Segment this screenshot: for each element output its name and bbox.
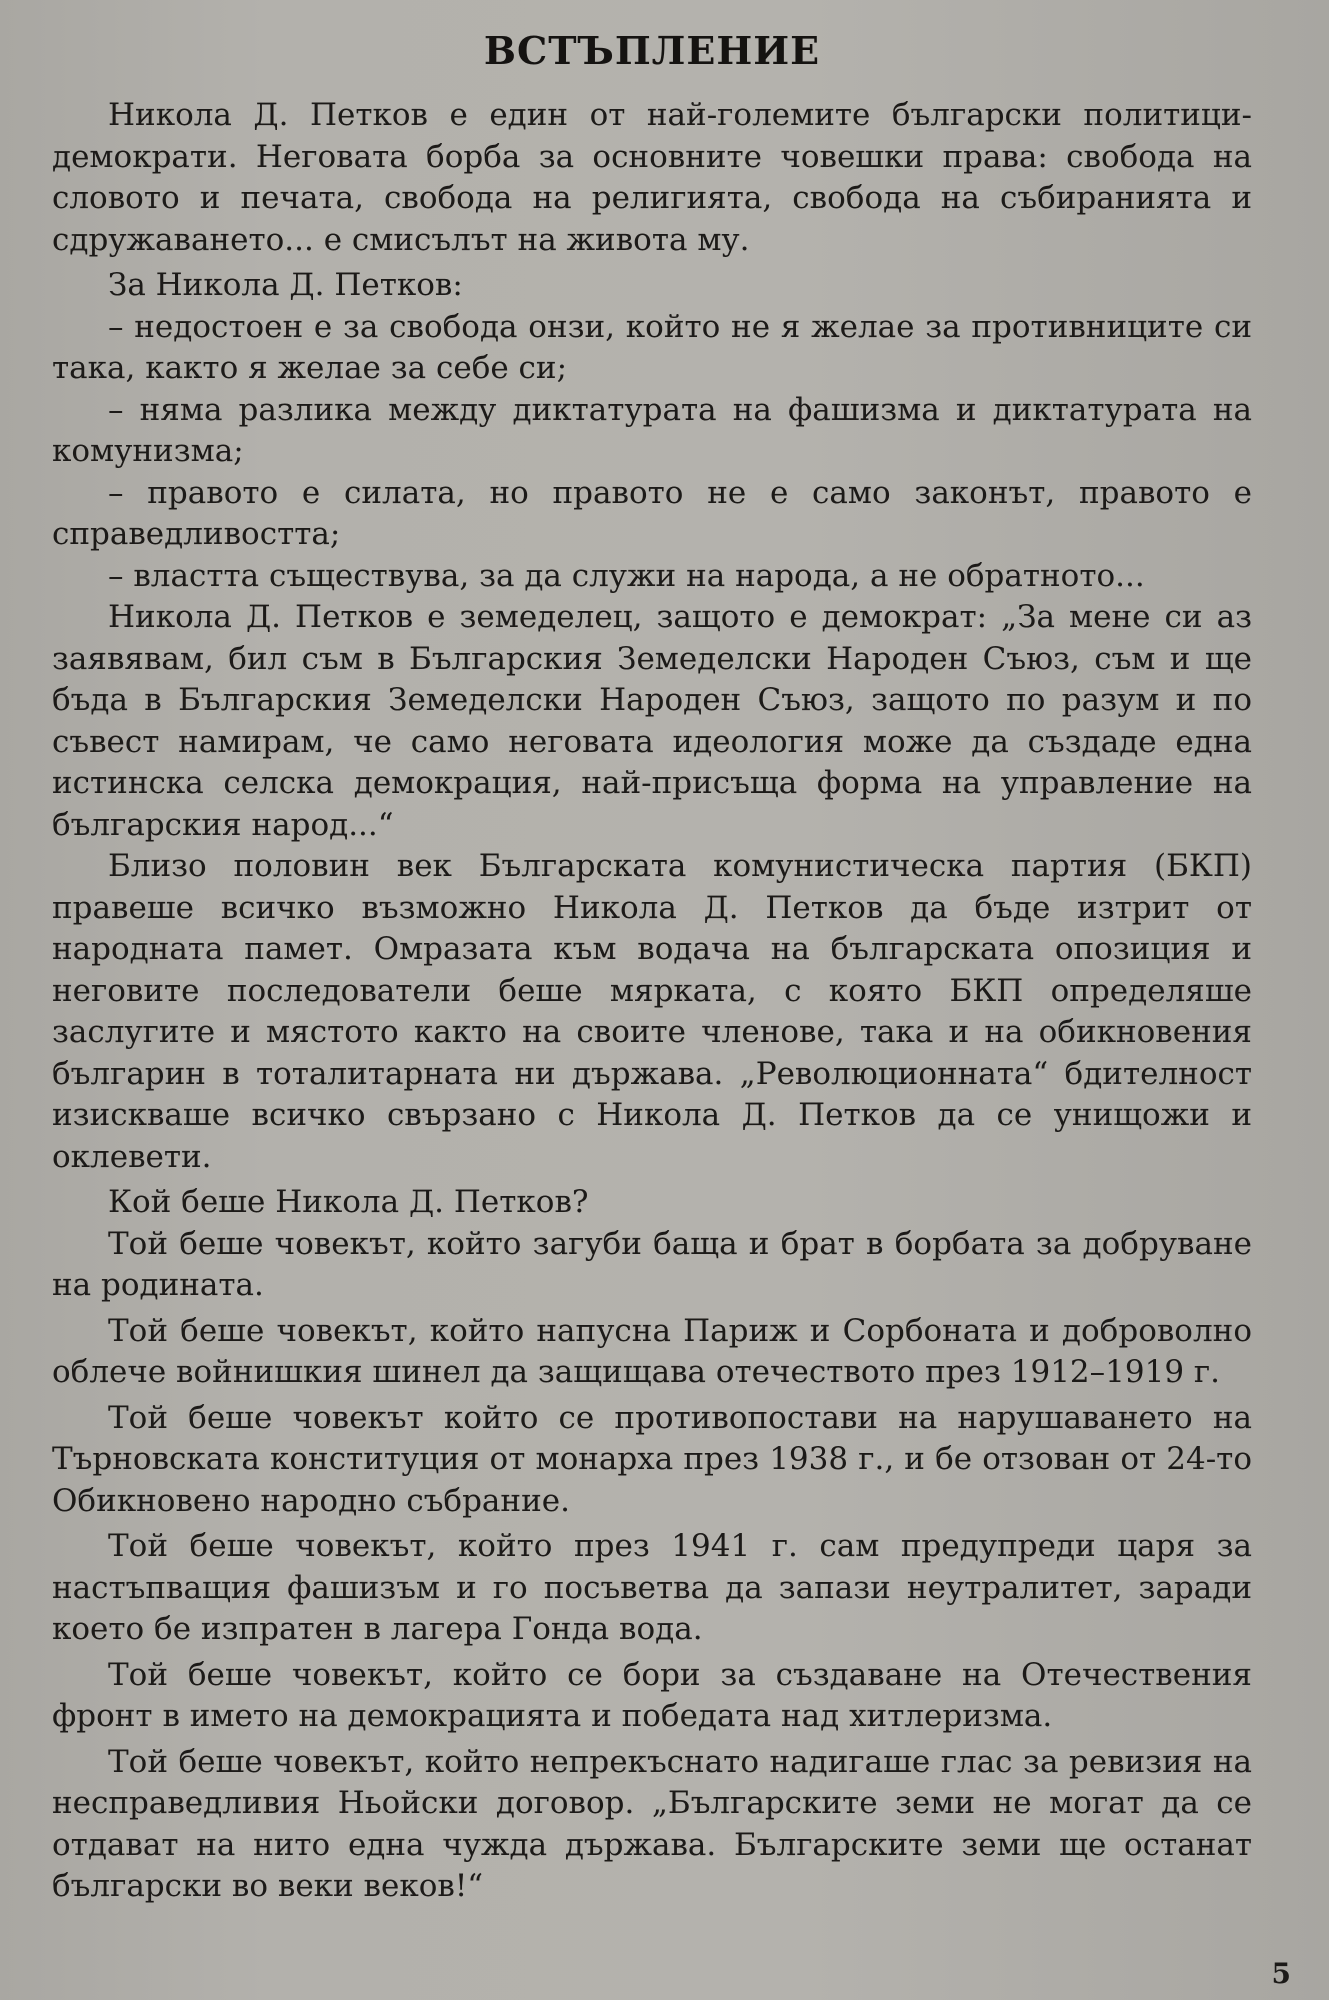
list-item: – властта съществува, за да служи на народа, а не обратното... (108, 557, 1145, 594)
paragraph: Той беше човекът, който през 1941 г. сам предупреди царя за настъпващия фашизъм и го посъветва да запази неутралитет, заради което бе изпратен в лагера Гонда вода. (52, 1528, 1252, 1647)
paragraph: Близо половин век Българската комунистическа партия (БКП) правеше всичко възможно Никола Д. Петков да бъде изтрит от народната памет. Омразата към водача на българската опозиция и неговите последователи беше мярката, с която БКП определяше заслугите и мястото както на своите членове, така и на обикновения българин в тоталитарната ни държава. „Революционната“ бдителност изискваше всичко свързано с Никола Д. Петков да се унищожи и оклевети. (52, 848, 1252, 1175)
paragraph: Той беше човекът който се противопостави на нарушаването на Търновската конституция от монарха през 1938 г., и бе отзован от 24-то Обикновено народно събрание. (52, 1399, 1252, 1519)
page-number: 5 (1271, 1957, 1291, 1990)
paragraph: Той беше човекът, който загуби баща и брат в борбата за добруване на родината. (52, 1225, 1252, 1303)
paragraph: За Никола Д. Петков: (108, 267, 463, 303)
paragraph: Той беше човекът, който непрекъснато надигаше глас за ревизия на несправедливия Ньойски договор. „Българските земи не могат да се отдават на нито една чужда държава. Българските земи ще останат български во веки веков!“ (52, 1743, 1252, 1904)
paragraph: Никола Д. Петков е земеделец, защото е демократ: „За мене си аз заявявам, бил съм в Българския Земеделски Народен Съюз, съм и ще бъда в Българския Земеделски Народен Съюз, защото по разум и по съвест намирам, че само неговата идеология може да създаде една истинска селска демокрация, най-присъща форма на управление на българския народ...“ (52, 599, 1252, 843)
paragraph: Той беше човекът, който напусна Париж и Сорбоната и доброволно облече войнишкия шинел да защищава отечеството през 1912–1919 г. (52, 1312, 1252, 1390)
list-item: – правото е силата, но правото не е само законът, правото е справедливостта; (52, 474, 1252, 552)
chapter-title: ВСТЪПЛЕНИЕ (483, 28, 821, 73)
list-item: – няма разлика между диктатурата на фашизма и диктатурата на комунизма; (52, 391, 1252, 469)
paragraph: Никола Д. Петков е един от най-големите български политици-демократи. Неговата борба за основните човешки права: свобода на словото и печата, свобода на религията, свобода на събиранията и сдружаването... е смисълът на живота му. (52, 97, 1252, 258)
paragraph: Кой беше Никола Д. Петков? (108, 1184, 589, 1220)
paragraph: Той беше човекът, който се бори за създаване на Отечествения фронт в името на демокрацията и победата над хитлеризма. (52, 1656, 1252, 1734)
page-content (52, 28, 1252, 1908)
list-item: – недостоен е за свобода онзи, който не я желае за противниците си така, както я желае за себе си; (52, 308, 1252, 386)
